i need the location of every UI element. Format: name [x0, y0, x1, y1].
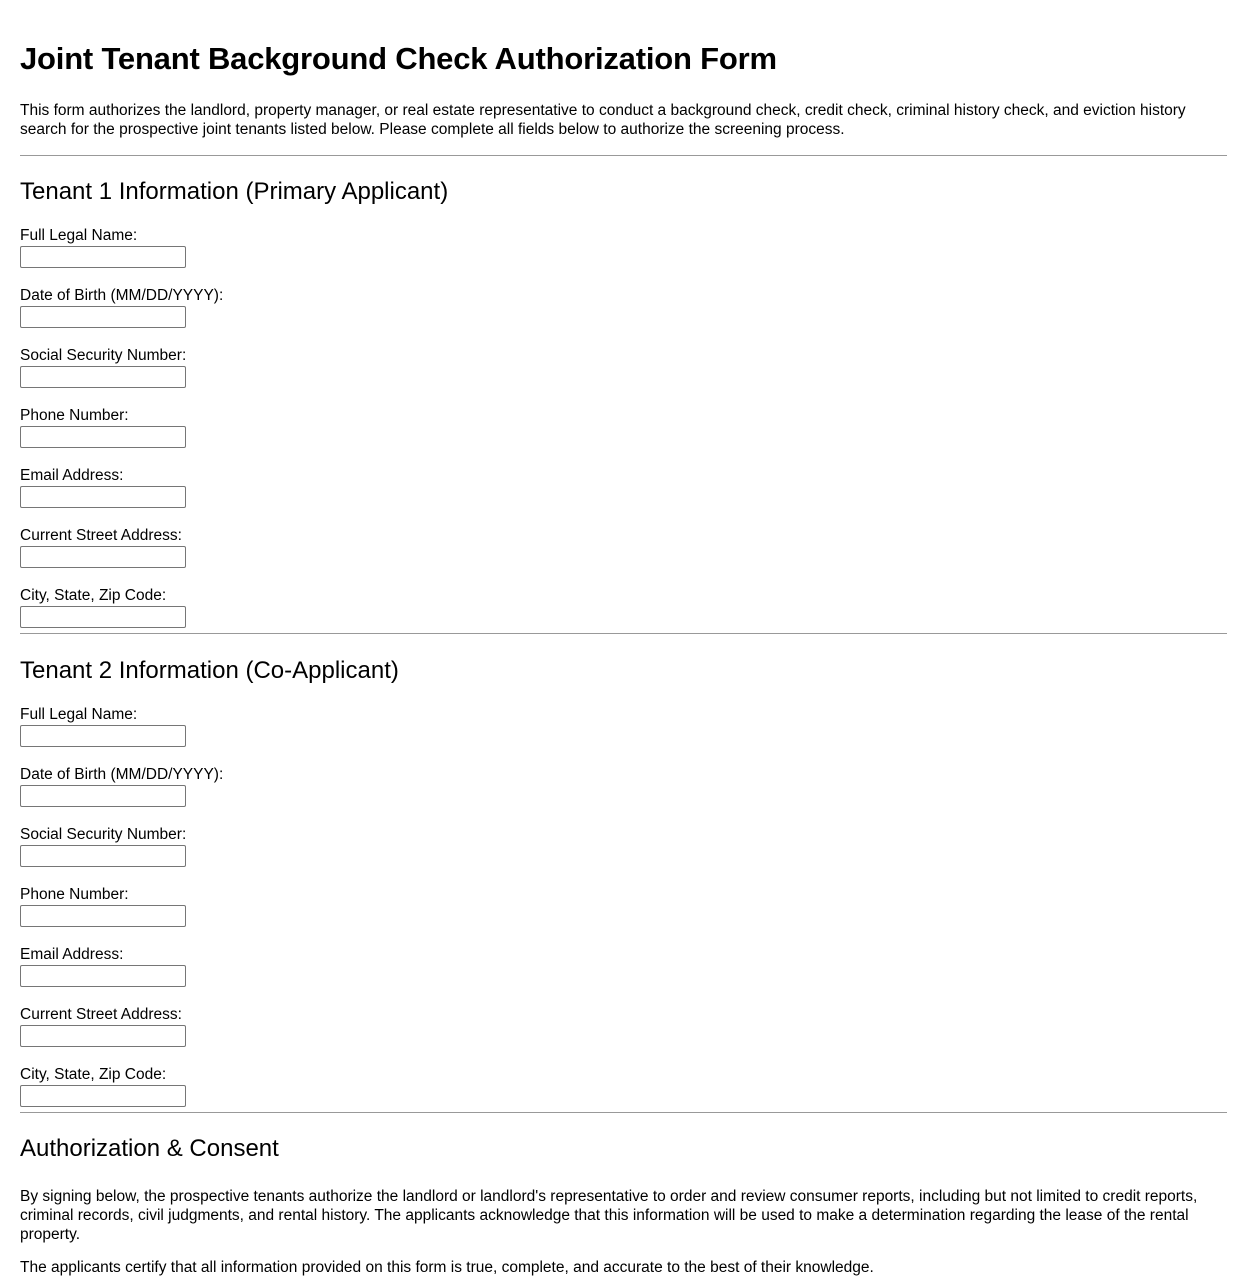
tenant1-phone-label: Phone Number: — [20, 407, 129, 424]
tenant2-dob-field — [20, 765, 1227, 825]
tenant2-street-field — [20, 1005, 1227, 1065]
tenant1-phone-field — [20, 406, 1227, 466]
tenant1-full-name-field — [20, 226, 1227, 286]
tenant2-full-name-field — [20, 705, 1227, 765]
page-title: Joint Tenant Background Check Authorization Form — [20, 41, 777, 76]
tenant2-city-state-zip-field — [20, 1065, 1227, 1112]
tenant1-city-state-zip-field — [20, 586, 1227, 633]
tenant1-dob-field — [20, 286, 1227, 346]
tenant1-section — [20, 177, 1227, 633]
certification-paragraph: The applicants certify that all information provided on this form is true, complete, and accurate to the best of their knowledge. — [20, 1259, 874, 1276]
tenant2-street-input[interactable] — [20, 1025, 186, 1047]
tenant1-ssn-field — [20, 346, 1227, 406]
tenant1-email-label: Email Address: — [20, 467, 124, 484]
tenant2-email-label: Email Address: — [20, 946, 124, 963]
tenant2-city-state-zip-input[interactable] — [20, 1085, 186, 1107]
tenant1-ssn-label: Social Security Number: — [20, 347, 187, 364]
tenant2-fields — [20, 705, 1227, 1112]
tenant2-ssn-field — [20, 825, 1227, 885]
tenant2-phone-input[interactable] — [20, 905, 186, 927]
section-divider — [20, 633, 1227, 634]
tenant2-section — [20, 656, 1227, 1112]
tenant2-full-name-input[interactable] — [20, 725, 186, 747]
tenant2-street-label: Current Street Address: — [20, 1006, 182, 1023]
intro-text: This form authorizes the landlord, property manager, or real estate representative to conduct a background check, credit check, criminal history check, and eviction history search for the prospective joint tenants listed below. Please complete all fields below to authorize the screening process. — [20, 102, 1186, 138]
tenant2-dob-label: Date of Birth (MM/DD/YYYY): — [20, 766, 224, 783]
tenant2-ssn-label: Social Security Number: — [20, 826, 187, 843]
tenant2-full-name-label: Full Legal Name: — [20, 706, 138, 723]
tenant1-street-label: Current Street Address: — [20, 527, 182, 544]
tenant2-ssn-input[interactable] — [20, 845, 186, 867]
tenant1-phone-input[interactable] — [20, 426, 186, 448]
tenant1-fields — [20, 226, 1227, 633]
consent-section — [20, 1134, 1227, 1277]
consent-heading: Authorization & Consent — [20, 1135, 279, 1162]
tenant2-dob-input[interactable] — [20, 785, 186, 807]
consent-paragraph: By signing below, the prospective tenants authorize the landlord or landlord's representative to order and review consumer reports, including but not limited to credit reports, criminal records, civil judgments, and rental history. The applicants acknowledge that this information will be used to make a determination regarding the lease of the rental property. — [20, 1188, 1198, 1243]
tenant2-email-field — [20, 945, 1227, 1005]
tenant2-city-state-zip-label: City, State, Zip Code: — [20, 1066, 167, 1083]
tenant1-city-state-zip-input[interactable] — [20, 606, 186, 628]
tenant1-street-field — [20, 526, 1227, 586]
tenant1-email-input[interactable] — [20, 486, 186, 508]
tenant2-email-input[interactable] — [20, 965, 186, 987]
section-divider — [20, 1112, 1227, 1113]
tenant2-phone-label: Phone Number: — [20, 886, 129, 903]
section-divider — [20, 155, 1227, 156]
tenant1-ssn-input[interactable] — [20, 366, 186, 388]
tenant1-full-name-label: Full Legal Name: — [20, 227, 138, 244]
tenant1-email-field — [20, 466, 1227, 526]
tenant1-dob-label: Date of Birth (MM/DD/YYYY): — [20, 287, 224, 304]
tenant1-full-name-input[interactable] — [20, 246, 186, 268]
tenant1-heading: Tenant 1 Information (Primary Applicant) — [20, 178, 449, 205]
tenant1-dob-input[interactable] — [20, 306, 186, 328]
tenant2-phone-field — [20, 885, 1227, 945]
tenant2-heading: Tenant 2 Information (Co-Applicant) — [20, 657, 399, 684]
tenant1-street-input[interactable] — [20, 546, 186, 568]
tenant1-city-state-zip-label: City, State, Zip Code: — [20, 587, 167, 604]
